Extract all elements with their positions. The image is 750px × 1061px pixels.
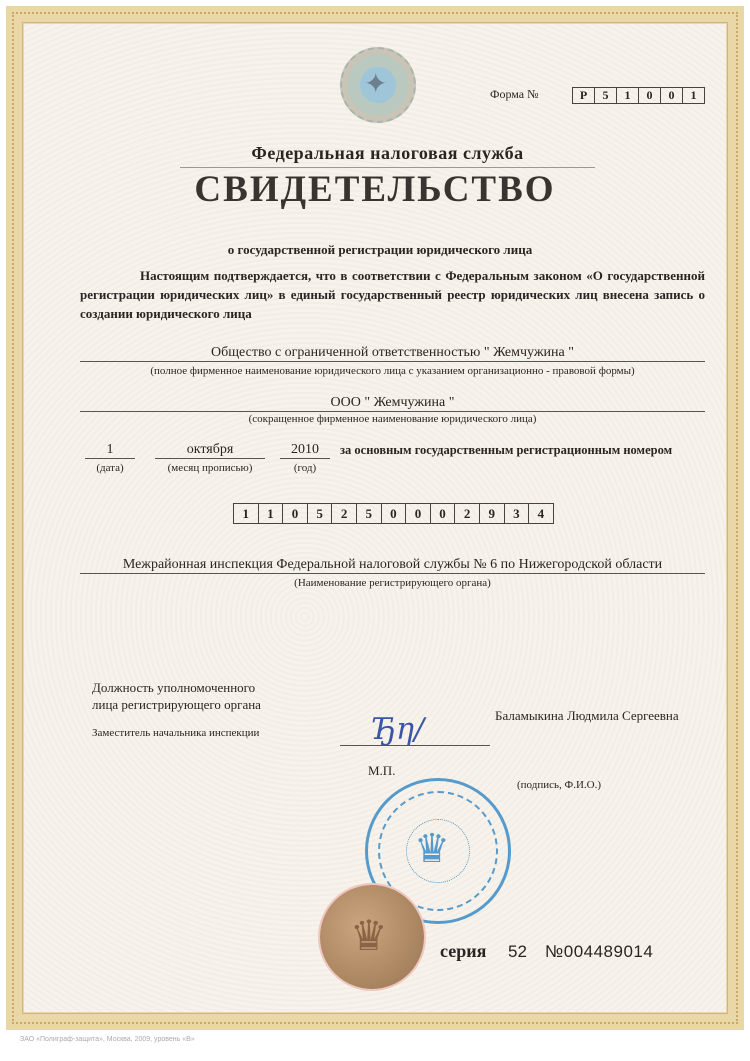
series-value: 52 [508,942,527,961]
ogrn-digit: 5 [357,504,382,523]
signature-caption: (подпись, Ф.И.О.) [517,779,601,791]
ogrn-digit: 0 [431,504,456,523]
form-code-cell: 5 [595,88,617,103]
official-stamp-icon: ♛ [365,778,511,924]
ogrn-digit: 0 [382,504,407,523]
document-title: СВИДЕТЕЛЬСТВО [194,169,556,210]
signatory-position: Заместитель начальника инспекции [92,727,260,739]
date-month-caption: (месяц прописью) [167,462,253,474]
mp-label: М.П. [368,763,396,778]
form-code-boxes [572,87,705,104]
ogrn-digit: 0 [283,504,308,523]
hologram-emblem-icon: ✦ [340,47,416,123]
agency-name: Федеральная налоговая служба [180,143,595,168]
authority-value: Межрайонная инспекция Федеральной налоговой службы № 6 по Нижегородской области [80,556,705,574]
certificate-number: №004489014 [545,942,654,961]
form-label: Форма № [490,87,539,101]
date-month: октября [155,441,265,459]
ogrn-digit: 3 [505,504,530,523]
handwritten-signature-icon: Ђη/ [372,712,425,747]
series-label: серия [440,941,487,961]
statement-text: Настоящим подтверждается, что в соответствии с Федеральным законом «О государственной регистрации юридических лиц» в единый государственный реестр юридических лиц внесена запись о создании юридического лица [80,268,705,321]
form-code-cell: 1 [617,88,639,103]
form-code-cell: Р [573,88,595,103]
ogrn-boxes [233,503,554,524]
short-name-caption: (сокращенное фирменное наименование юридического лица) [248,413,537,425]
full-name-value: Общество с ограниченной ответственностью " Жемчужина " [80,344,705,362]
signatory-name: Баламыкина Людмила Сергеевна [495,708,679,723]
date-day-caption: (дата) [96,462,124,474]
ogrn-digit: 0 [406,504,431,523]
short-name-value: ООО " Жемчужина " [80,394,705,412]
gold-seal-icon: ♛ [320,885,424,989]
date-year-caption: (год) [293,462,317,474]
form-code-cell: 0 [661,88,683,103]
form-code-cell: 1 [690,88,697,102]
form-code-cell: 0 [639,88,661,103]
registration-number-label: за основным государственным регистрационным номером [340,443,673,457]
ogrn-digit: 2 [332,504,357,523]
ogrn-digit: 9 [480,504,505,523]
ogrn-digit: 5 [308,504,333,523]
position-label-2: лица регистрирующего органа [92,697,261,712]
ogrn-digit: 1 [234,504,259,523]
position-label-1: Должность уполномоченного [92,680,256,695]
full-name-caption: (полное фирменное наименование юридического лица с указанием организационно - правовой формы) [150,365,635,377]
authority-caption: (Наименование регистрирующего органа) [294,577,491,589]
ogrn-digit: 1 [259,504,284,523]
date-day: 1 [85,441,135,459]
ogrn-digit: 2 [455,504,480,523]
document-subtitle: о государственной регистрации юридического лица [227,242,533,257]
date-year: 2010 [280,441,330,459]
printer-footer: ЗАО «Полиграф-защита», Москва, 2009, уровень «В» [20,1036,195,1043]
ogrn-digit: 4 [537,506,545,521]
